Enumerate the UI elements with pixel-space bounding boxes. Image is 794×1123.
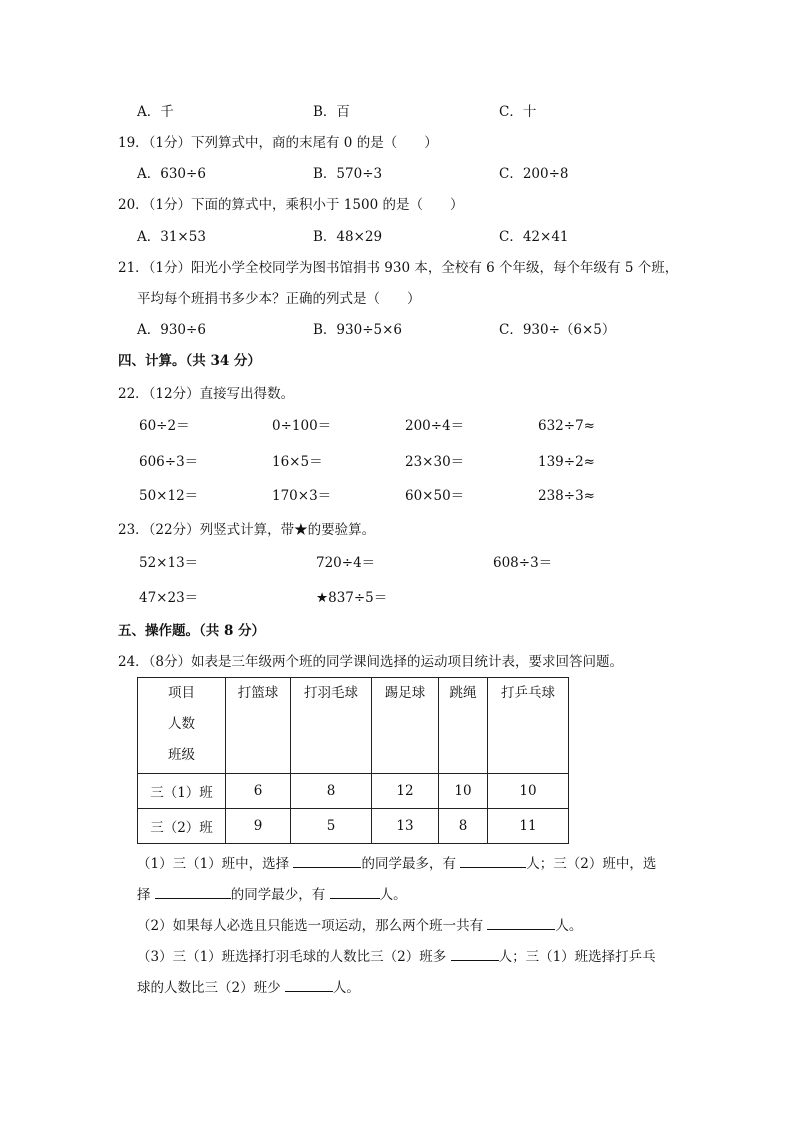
answer-blank[interactable] <box>285 977 333 992</box>
q24-sub3-line1: （3）三（1）班选择打羽毛球的人数比三（2）班多 人；三（1）班选择打乒乓 <box>137 946 656 967</box>
column-header: 打羽毛球 <box>291 678 372 774</box>
table-row <box>138 809 569 844</box>
q22-item: 606÷3＝ <box>139 454 199 470</box>
table-cell: 10 <box>439 774 488 809</box>
table-cell: 9 <box>226 809 291 844</box>
corner-label-count: 人数 <box>168 716 195 732</box>
table-cell: 8 <box>439 809 488 844</box>
q22-item: 632÷7≈ <box>538 418 595 434</box>
q19-stem: 19．（1分）下列算式中，商的末尾有 0 的是（ ） <box>118 135 438 151</box>
table-cell: 13 <box>372 809 439 844</box>
q22-item: 0÷100＝ <box>272 418 332 434</box>
q20-option-b: B．48×29 <box>313 229 383 245</box>
corner-label-item: 项目 <box>168 685 195 701</box>
q23-item: 608÷3＝ <box>493 555 553 571</box>
table-cell: 6 <box>226 774 291 809</box>
answer-blank[interactable] <box>451 946 499 961</box>
q22-item: 50×12＝ <box>139 488 199 504</box>
table-cell: 11 <box>488 809 569 844</box>
answer-blank[interactable] <box>487 915 555 930</box>
q24-sub1-line1: （1）三（1）班中，选择 的同学最多，有 人；三（2）班中，选 <box>137 853 656 874</box>
q18-option-b: B．百 <box>313 104 350 120</box>
q22-item: 139÷2≈ <box>538 454 595 470</box>
q19-option-a: A．630÷6 <box>137 166 206 182</box>
column-header: 跳绳 <box>439 678 488 774</box>
table-cell: 10 <box>488 774 569 809</box>
q21-stem-line1: 21．（1分）阳光小学全校同学为图书馆捐书 930 本，全校有 6 个年级，每个年级有 5 个班， <box>118 260 679 276</box>
q19-option-b: B．570÷3 <box>313 166 383 182</box>
q24-sub1-line2: 择 的同学最少，有 人。 <box>137 884 407 905</box>
q23-item: 52×13＝ <box>139 555 199 571</box>
q24-stem: 24．（8分）如表是三年级两个班的同学课间选择的运动项目统计表，要求回答问题。 <box>118 654 624 670</box>
column-header: 打篮球 <box>226 678 291 774</box>
q23-stem: 23．（22分）列竖式计算，带★的要验算。 <box>118 522 376 538</box>
answer-blank[interactable] <box>293 853 361 868</box>
statistics-table <box>137 677 569 844</box>
q21-option-a: A．930÷6 <box>137 322 206 338</box>
q23-item: 720÷4＝ <box>316 555 376 571</box>
q24-sub3-line2: 球的人数比三（2）班少 人。 <box>137 977 360 998</box>
answer-blank[interactable] <box>155 884 231 899</box>
q23-item: ★837÷5＝ <box>316 590 388 606</box>
q22-item: 170×3＝ <box>272 488 332 504</box>
q18-option-a: A．千 <box>137 104 174 120</box>
answer-blank[interactable] <box>330 884 380 899</box>
table-corner-cell <box>138 678 226 774</box>
row-label: 三（1）班 <box>138 774 226 809</box>
q23-item: 47×23＝ <box>139 590 199 606</box>
section-4-heading: 四、计算。（共 34 分） <box>118 353 261 369</box>
q22-item: 16×5＝ <box>272 454 323 470</box>
table-row <box>138 774 569 809</box>
table-cell: 8 <box>291 774 372 809</box>
corner-label-class: 班级 <box>168 747 195 763</box>
answer-blank[interactable] <box>460 853 526 868</box>
q22-item: 238÷3≈ <box>538 488 595 504</box>
q20-option-a: A．31×53 <box>137 229 206 245</box>
q22-stem: 22．（12分）直接写出得数。 <box>118 386 295 402</box>
column-header: 打乒乓球 <box>488 678 569 774</box>
q21-option-b: B．930÷5×6 <box>313 322 402 338</box>
q21-option-c: C．930÷（6×5） <box>499 322 616 338</box>
q20-stem: 20．（1分）下面的算式中，乘积小于 1500 的是（ ） <box>118 197 464 213</box>
q24-sub2: （2）如果每人必选且只能选一项运动，那么两个班一共有 人。 <box>137 915 582 936</box>
q22-item: 23×30＝ <box>405 454 465 470</box>
q22-item: 60÷2＝ <box>139 418 190 434</box>
column-header: 踢足球 <box>372 678 439 774</box>
table-cell: 5 <box>291 809 372 844</box>
q22-item: 200÷4＝ <box>405 418 465 434</box>
table-cell: 12 <box>372 774 439 809</box>
row-label: 三（2）班 <box>138 809 226 844</box>
q20-option-c: C．42×41 <box>499 229 569 245</box>
q21-stem-line2: 平均每个班捐书多少本？正确的列式是（ ） <box>137 291 421 307</box>
q22-item: 60×50＝ <box>405 488 465 504</box>
section-5-heading: 五、操作题。（共 8 分） <box>118 623 266 639</box>
q18-option-c: C．十 <box>499 104 537 120</box>
q19-option-c: C．200÷8 <box>499 166 569 182</box>
